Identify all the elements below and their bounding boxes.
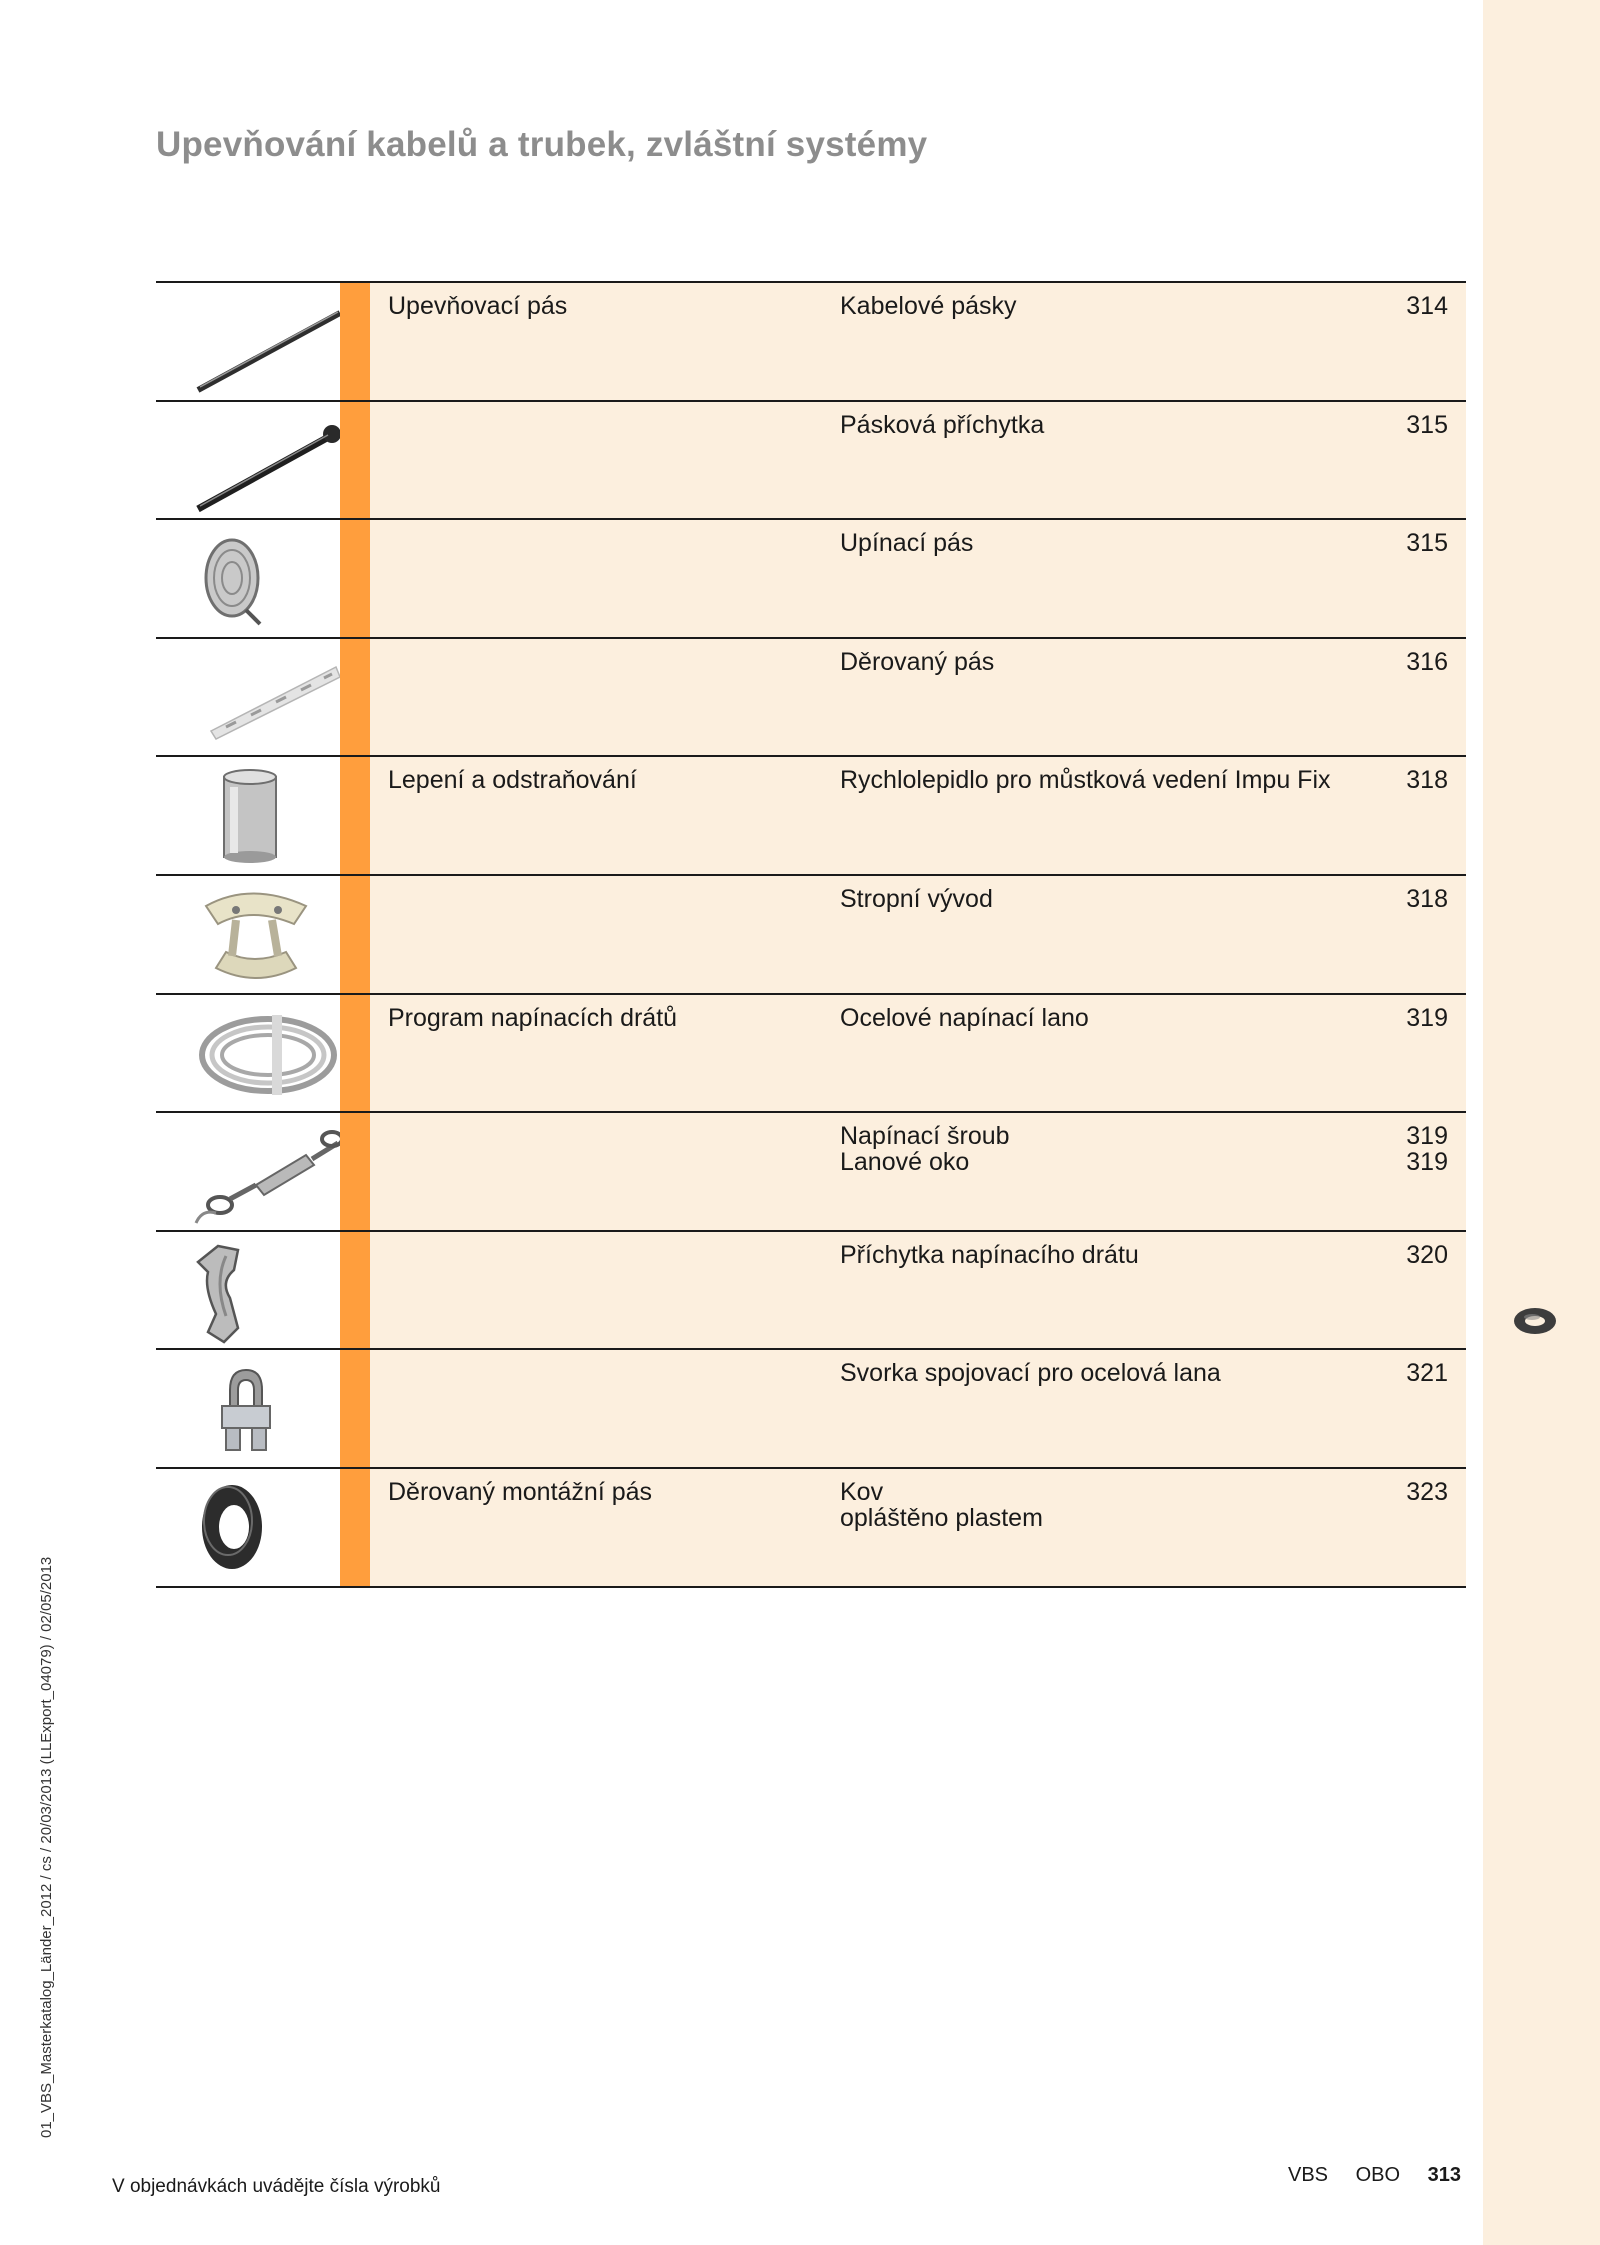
product-thumbnail (156, 283, 340, 400)
wire-clip-icon (156, 1232, 340, 1349)
page-references (1406, 886, 1448, 912)
product-name[interactable]: Lanové oko (840, 1148, 970, 1177)
row-body (370, 1350, 1466, 1467)
row-body (370, 876, 1466, 993)
page-references (1406, 293, 1448, 319)
category-stripe (340, 1469, 370, 1586)
page-references (1406, 1242, 1448, 1268)
page-number[interactable]: 318 (1406, 884, 1448, 913)
page-number[interactable]: 314 (1406, 292, 1448, 320)
product-group-label: Program napínacích drátů (388, 1003, 678, 1032)
row-body (370, 995, 1466, 1112)
product-name[interactable]: Rychlolepidlo pro můstková vedení Impu Fix (840, 766, 1331, 795)
product-name[interactable]: Kov (840, 1477, 884, 1506)
table-row[interactable] (156, 1232, 1466, 1351)
perforated-strip-icon (156, 639, 340, 756)
page-number[interactable]: 318 (1406, 766, 1448, 795)
page-references (1406, 1123, 1448, 1175)
wire-rope-coil-icon (156, 995, 340, 1112)
page-number[interactable]: 320 (1406, 1240, 1448, 1269)
category-stripe (340, 283, 370, 400)
product-name[interactable]: Upínací pás (840, 529, 974, 558)
table-row[interactable] (156, 1350, 1466, 1469)
turnbuckle-icon (156, 1113, 340, 1230)
product-names (840, 767, 1331, 793)
page-references (1406, 1005, 1448, 1031)
product-names (840, 1123, 1010, 1175)
product-name[interactable]: Ocelové napínací lano (840, 1003, 1089, 1032)
page-number[interactable]: 319 (1406, 1122, 1448, 1151)
page-references (1406, 412, 1448, 438)
category-stripe (340, 520, 370, 637)
page-number[interactable]: 315 (1406, 410, 1448, 439)
adhesive-can-icon (156, 757, 340, 874)
product-group-label: Upevňovací pás (388, 292, 568, 320)
product-name[interactable]: Příchytka napínacího drátu (840, 1240, 1139, 1269)
row-body (370, 757, 1466, 874)
page-number[interactable]: 319 (1406, 1148, 1448, 1177)
page-number[interactable]: 323 (1406, 1477, 1448, 1506)
category-stripe (340, 1350, 370, 1467)
product-names (840, 1479, 1043, 1531)
product-thumbnail (156, 402, 340, 519)
product-thumbnail (156, 876, 340, 993)
row-body (370, 1113, 1466, 1230)
cable-tie-icon (156, 283, 340, 400)
page-number[interactable]: 315 (1406, 529, 1448, 558)
page-number[interactable]: 316 (1406, 647, 1448, 676)
table-row[interactable] (156, 283, 1466, 402)
product-thumbnail (156, 995, 340, 1112)
footer-brand: OBO (1355, 2164, 1401, 2186)
product-names (840, 530, 973, 556)
table-row[interactable] (156, 520, 1466, 639)
footer-page-number: 313 (1427, 2164, 1461, 2186)
category-stripe (340, 1113, 370, 1230)
table-row[interactable] (156, 639, 1466, 758)
product-thumbnail (156, 757, 340, 874)
product-name[interactable]: opláštěno plastem (840, 1503, 1043, 1532)
steel-band-coil-icon (156, 520, 340, 637)
category-stripe (340, 757, 370, 874)
table-row[interactable] (156, 402, 1466, 521)
category-stripe (340, 995, 370, 1112)
table-row[interactable] (156, 1469, 1466, 1588)
page-references (1406, 767, 1448, 793)
page-references (1406, 1479, 1448, 1505)
product-names (840, 412, 1044, 438)
product-thumbnail (156, 1113, 340, 1230)
table-row[interactable] (156, 1113, 1466, 1232)
table-row[interactable] (156, 757, 1466, 876)
product-catalog-table (156, 281, 1466, 1588)
mounting-band-roll-icon (156, 1469, 340, 1586)
product-name[interactable]: Svorka spojovací pro ocelová lana (840, 1359, 1221, 1388)
footer-section: VBS (1288, 2164, 1329, 2186)
ceiling-outlet-icon (156, 876, 340, 993)
product-name[interactable]: Pásková příchytka (840, 410, 1045, 439)
product-name[interactable]: Děrovaný pás (840, 647, 995, 676)
row-body (370, 283, 1466, 400)
wire-rope-clamp-icon (156, 1350, 340, 1467)
table-row[interactable] (156, 876, 1466, 995)
row-body (370, 402, 1466, 519)
category-stripe (340, 639, 370, 756)
page-references (1406, 649, 1448, 675)
product-names (840, 1005, 1089, 1031)
print-metadata-note: 01_VBS_Masterkatalog_Länder_2012 / cs / 20/03/2013 (LLExport_04079) / 02/05/2013 (38, 1556, 55, 2138)
table-row[interactable] (156, 995, 1466, 1114)
product-name[interactable]: Stropní vývod (840, 884, 993, 913)
page-number[interactable]: 321 (1406, 1359, 1448, 1388)
cable-tie-clip-icon (156, 402, 340, 519)
product-name[interactable]: Kabelové pásky (840, 292, 1017, 320)
page-references (1406, 1360, 1448, 1386)
side-tab-band (1483, 0, 1600, 2245)
category-stripe (340, 1232, 370, 1349)
product-group-label: Děrovaný montážní pás (388, 1477, 653, 1506)
product-thumbnail (156, 1232, 340, 1349)
product-thumbnail (156, 520, 340, 637)
footer-order-note: V objednávkách uvádějte čísla výrobků (112, 2176, 441, 2197)
page-references (1406, 530, 1448, 556)
product-thumbnail (156, 1469, 340, 1586)
product-names (840, 293, 1017, 319)
row-body (370, 520, 1466, 637)
row-body (370, 639, 1466, 756)
ring-washer-icon (1511, 1303, 1559, 1339)
product-names (840, 1242, 1139, 1268)
product-group-label: Lepení a odstraňování (388, 766, 637, 795)
footer-page-info (1288, 2164, 1461, 2187)
category-stripe (340, 402, 370, 519)
product-thumbnail (156, 1350, 340, 1467)
page-title: Upevňování kabelů a trubek, zvláštní systémy (156, 125, 928, 164)
product-thumbnail (156, 639, 340, 756)
product-names (840, 1360, 1221, 1386)
row-body (370, 1469, 1466, 1586)
product-names (840, 886, 993, 912)
product-names (840, 649, 994, 675)
row-body (370, 1232, 1466, 1349)
category-stripe (340, 876, 370, 993)
product-name[interactable]: Napínací šroub (840, 1122, 1010, 1151)
page-number[interactable]: 319 (1406, 1003, 1448, 1032)
